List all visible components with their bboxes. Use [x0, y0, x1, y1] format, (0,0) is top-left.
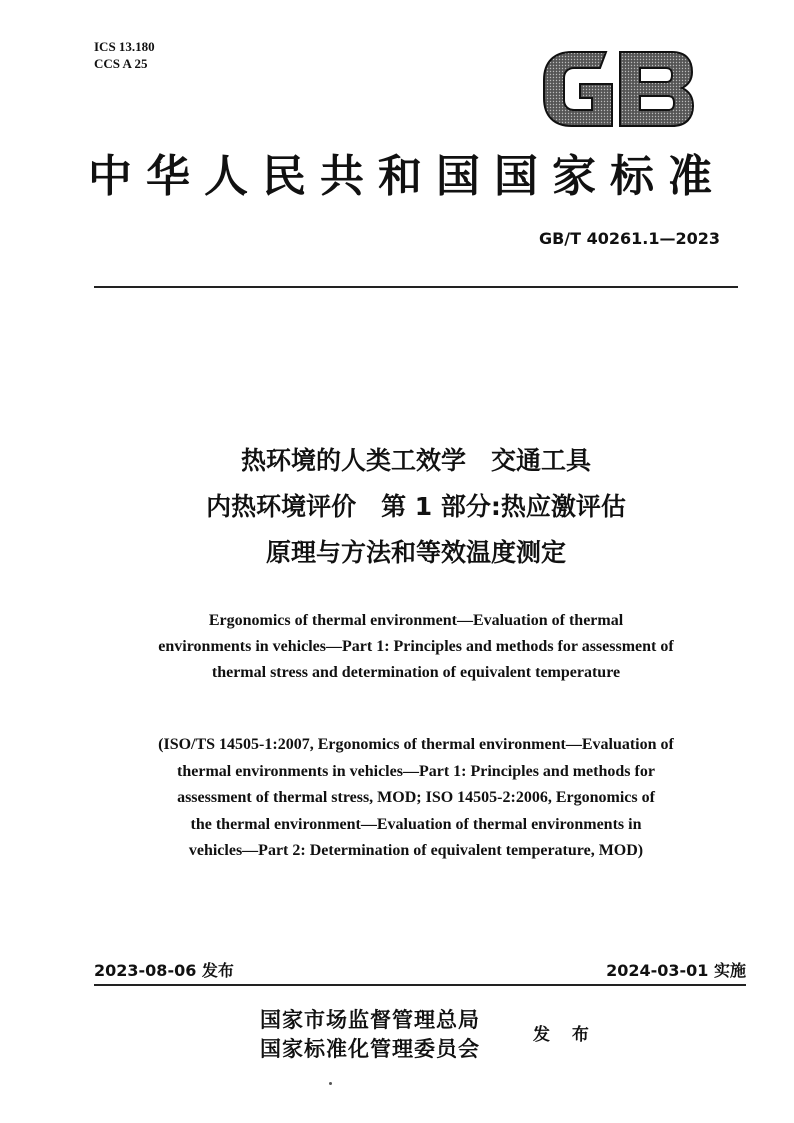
english-title-line-2: environments in vehicles—Part 1: Principles and methods for assessment of: [158, 638, 674, 655]
ccs-code: CCS A 25: [94, 56, 148, 71]
adoption-line-1: (ISO/TS 14505-1:2007, Ergonomics of thermal environment—Evaluation of: [158, 736, 674, 753]
adoption-line-3: assessment of thermal stress, MOD; ISO 14505-2:2006, Ergonomics of: [177, 789, 655, 806]
chinese-title-line-1: 热环境的人类工效学 交通工具: [240, 446, 591, 475]
english-title: [94, 608, 738, 686]
adoption-line-4: the thermal environment—Evaluation of thermal environments in: [190, 815, 642, 833]
chinese-title-line-2: 内热环境评价 第 1 部分:热应激评估: [206, 492, 626, 521]
gb-logo-mark: [540, 46, 696, 132]
standard-number: GB/T 40261.1—2023: [538, 229, 720, 248]
chinese-title-line-3: 原理与方法和等效温度测定: [265, 538, 566, 567]
ics-code: ICS 13.180: [94, 39, 155, 54]
footer-divider: [94, 984, 746, 986]
standard-name: 中华人民共和国国家标准: [88, 151, 726, 202]
issue-date: 2023-08-06 发布: [94, 961, 234, 980]
adoption-statement: [94, 732, 738, 865]
classification-codes: [94, 38, 155, 72]
chinese-title: [94, 438, 738, 576]
issuer-sac: 国家标准化管理委员会: [260, 1036, 480, 1061]
adoption-line-5: vehicles—Part 2: Determination of equivalent temperature, MOD): [188, 842, 644, 859]
gb-logo: [540, 46, 696, 132]
publish-label: 发 布: [533, 1025, 597, 1045]
english-title-line-1: Ergonomics of thermal environment—Evaluation of thermal: [208, 612, 624, 629]
english-title-line-3: thermal stress and determination of equivalent temperature: [211, 664, 621, 681]
issuer-samr: 国家市场监督管理总局: [260, 1007, 480, 1032]
adoption-line-2: thermal environments in vehicles—Part 1: Principles and methods for: [177, 762, 655, 780]
header-divider: [94, 286, 738, 288]
page-mark: [329, 1082, 332, 1085]
issuing-authorities: [260, 1005, 480, 1063]
implementation-date: 2024-03-01 实施: [606, 961, 746, 980]
